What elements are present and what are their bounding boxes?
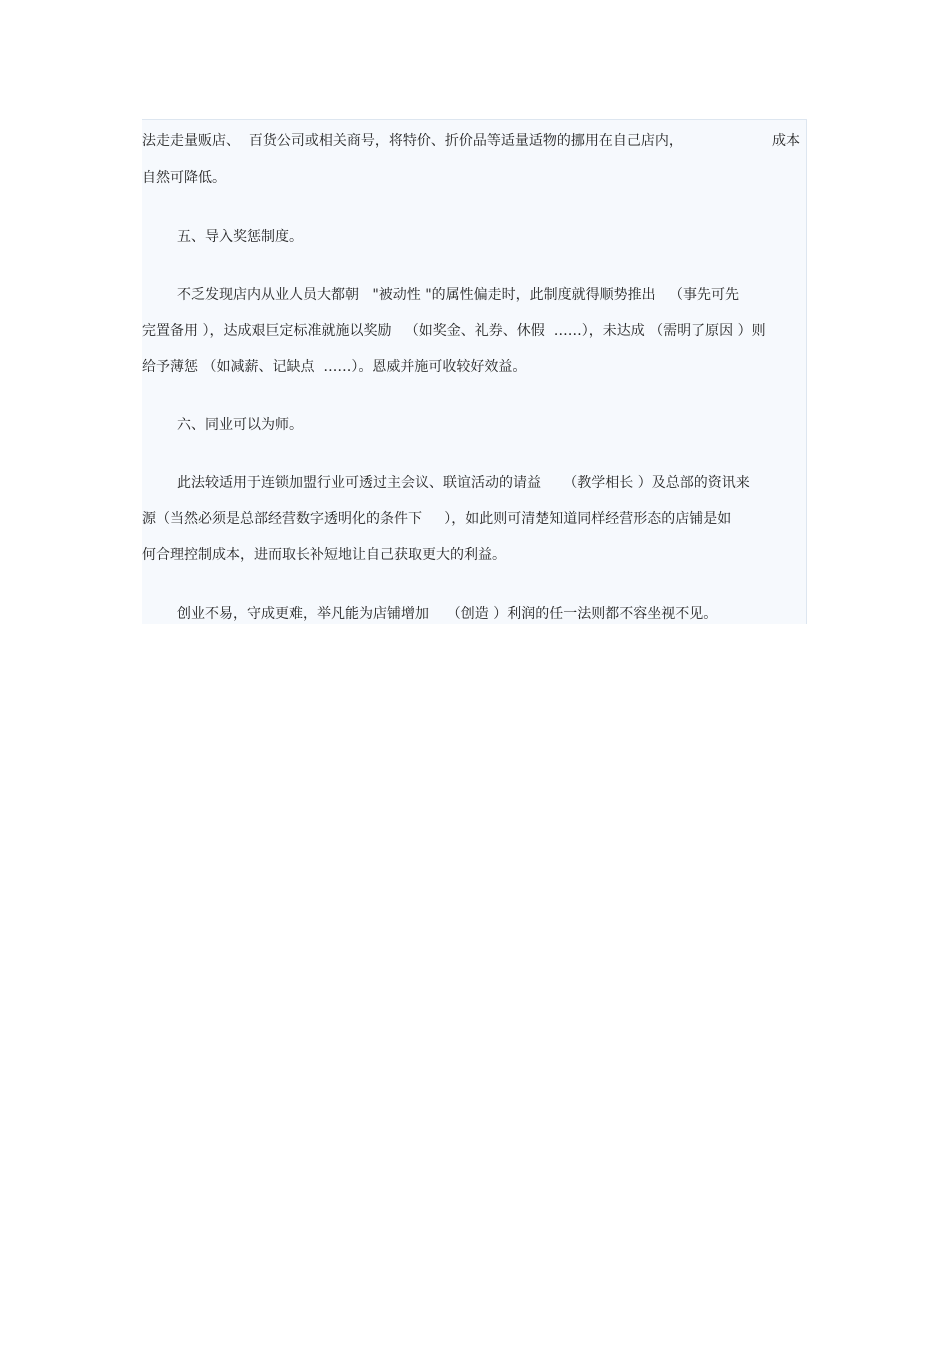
paragraph-line: 自然可降低。 — [142, 170, 226, 186]
paragraph-line: 此法较适用于连锁加盟行业可透过主会议、联谊活动的请益 （教学相长 ）及总部的资讯来 — [177, 475, 750, 491]
document-panel — [142, 119, 807, 624]
paragraph-line: 法走走量贩店、 百货公司或相关商号，将特价、折价品等适量适物的挪用在自己店内， — [142, 133, 683, 149]
paragraph-line: 何合理控制成本，进而取长补短地让自己获取更大的利益。 — [142, 547, 506, 563]
section-heading: 五、导入奖惩制度。 — [177, 229, 303, 245]
paragraph-line: 给予薄惩 （如减薪、记缺点 ……）。恩威并施可收较好效益。 — [142, 359, 527, 375]
paragraph-line: 完置备用 ），达成艰巨定标准就施以奖励 （如奖金、礼券、休假 ……），未达成 （需明了原因 ）则 — [142, 323, 766, 339]
paragraph-line: 成本 — [772, 133, 800, 149]
paragraph-line: 源（当然必须是总部经营数字透明化的条件下 ），如此则可清楚知道同样经营形态的店铺是如 — [142, 511, 732, 527]
paragraph-line: 不乏发现店内从业人员大都朝 "被动性 "的属性偏走时，此制度就得顺势推出 （事先可先 — [177, 287, 740, 303]
paragraph-line: 创业不易，守成更难，举凡能为店铺增加 （创造 ）利润的任一法则都不容坐视不见。 — [177, 606, 718, 622]
section-heading: 六、同业可以为师。 — [177, 417, 303, 433]
